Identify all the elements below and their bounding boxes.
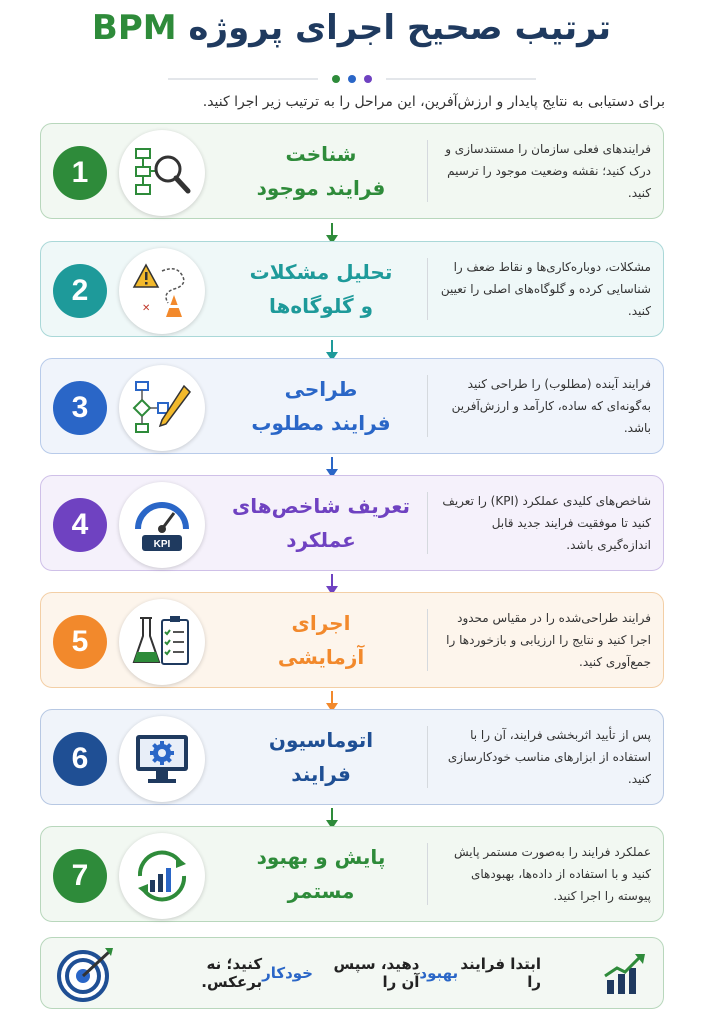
- intro-text: برای دستیابی به نتایج پایدار و ارزش‌آفرین، این مراحل را به ترتیب زیر اجرا کنید.: [202, 94, 665, 110]
- kpi-gauge-icon: [119, 482, 205, 568]
- step-title: اجرای آزمایشی: [277, 611, 365, 669]
- title-main: ترتیب صحیح اجرای پروژه: [176, 8, 612, 48]
- step-card-7: [40, 826, 664, 922]
- step-card-1: [40, 123, 664, 219]
- step-title: طراحی فرایند مطلوب: [251, 377, 391, 435]
- divider-dot: [364, 75, 372, 83]
- step-title: تعریف شاخص‌های عملکرد: [231, 494, 411, 552]
- step-card-6: [40, 709, 664, 805]
- page-title: [0, 8, 703, 48]
- step-number: 5: [53, 615, 107, 669]
- svg-text:KPI: KPI: [153, 539, 171, 550]
- step-number: 4: [53, 498, 107, 552]
- step-number: 7: [53, 849, 107, 903]
- step-number: 6: [53, 732, 107, 786]
- bar-growth-icon: [603, 952, 647, 996]
- divider-dot: [348, 75, 356, 83]
- bottom-message: ابتدا فرایند را بهبود دهید، سپس آن را خودکار کنید؛ نه برعکس.: [201, 955, 541, 991]
- title-accent: BPM: [91, 8, 177, 48]
- flask-checklist-icon: [119, 599, 205, 685]
- title-divider: [0, 68, 703, 87]
- warning-bottleneck-icon: [119, 248, 205, 334]
- step-card-4: [40, 475, 664, 571]
- target-arrow-icon: [55, 944, 115, 1004]
- step-number: 1: [53, 146, 107, 200]
- monitor-gear-icon: [119, 716, 205, 802]
- step-number: 3: [53, 381, 107, 435]
- step-card-2: [40, 241, 664, 337]
- step-card-3: [40, 358, 664, 454]
- step-description: شاخص‌های کلیدی عملکرد (KPI) را تعریف کنید تا موفقیت فرایند جدید قابل اندازه‌گیری باشد.: [442, 494, 651, 552]
- step-description: فرایند طراحی‌شده را در مقیاس محدود اجرا کنید و نتایج را ارزیابی و بازخوردها را جمع‌آوری کنید.: [446, 611, 651, 669]
- step-title: اتوماسیون فرایند: [268, 728, 374, 786]
- step-card-5: [40, 592, 664, 688]
- process-search-icon: [119, 130, 205, 216]
- step-description: پس از تأیید اثربخشی فرایند، آن را با استفاده از ابزارهای مناسب خودکارسازی کنید.: [447, 728, 651, 786]
- step-number: 2: [53, 264, 107, 318]
- bottom-callout: [40, 937, 664, 1009]
- step-title: پایش و بهبود مستمر: [256, 845, 386, 903]
- svg-text:✕: ✕: [142, 303, 151, 314]
- step-title: شناخت فرایند موجود: [256, 142, 386, 200]
- step-description: عملکرد فرایند را به‌صورت مستمر پایش کنید و با استفاده از داده‌ها، بهبودهای پیوسته را اجرا کنید.: [453, 845, 651, 903]
- step-description: فرایندهای فعلی سازمان را مستندسازی و درک کنید؛ نقشه وضعیت موجود را ترسیم کنید.: [445, 142, 651, 200]
- step-description: مشکلات، دوباره‌کاری‌ها و نقاط ضعف را شناسایی کرده و گلوگاه‌های اصلی را تعیین کنید.: [440, 260, 651, 318]
- step-title: تحلیل مشکلات و گلوگاه‌ها: [249, 260, 393, 318]
- flowchart-pencil-icon: [119, 365, 205, 451]
- step-description: فرایند آینده (مطلوب) را طراحی کنید به‌گونه‌ای که ساده، کارآمد و ارزش‌آفرین باشد.: [451, 377, 651, 435]
- growth-chart-cycle-icon: [119, 833, 205, 919]
- divider-dot: [332, 75, 340, 83]
